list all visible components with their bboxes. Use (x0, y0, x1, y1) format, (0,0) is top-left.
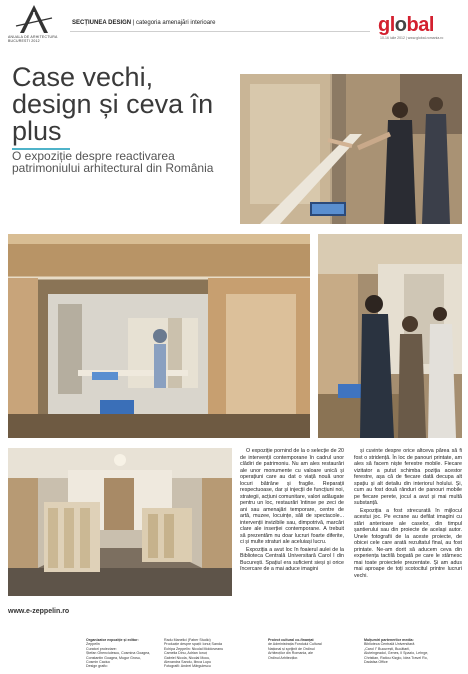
article-subtitle: O expoziție despre reactivarea patrimoniului arhitectural din România (12, 149, 214, 175)
article-paragraph: și cuvinte despre orice altceva părea să fi fost o stridență. În loc de panouri printate, am ales să facem niște ferestre mobile. Fiecare vizitator a putut schimba poziția acestor ferestre, așa că de fiecare dată decupa alt spațiu și alt detaliu din interiorul holului. Și, cum au fost două rânduri de panouri mobile pe fiecare perete, jocul a avut și mai multă substanță. (354, 448, 462, 506)
section-name: SECȚIUNEA DESIGN (72, 20, 132, 26)
article-paragraph: O expoziție pornind de la o selecție de 20 de intervenții contemporane în cadrul unor clădiri de patrimoniu. Nu am ales restaurări ale unor monumente cu valoare unică și operațiuni care au dat o viață nouă unor locuri bătrâne și fragile. Reparații respectuoase, dar și injecții de funcțiuni noi, strategii, acțiuni comunitare, valori adăugate pentru un loc, restaurări întinse pe zeci de ani sau amenajări temporare, centre de artă, muzee, locuințe, săli de spectacole... intervenții invizibile sau, dimpotrivă, marcări clare ale inserției contemporane. A trebuit să prezentăm nu doar lucruri foarte diferite, ci și multe straturi ale aceluiași lucru. (240, 448, 344, 545)
credits-heading: Organizator expoziție și editor: (86, 638, 139, 642)
header-divider (70, 31, 370, 32)
credits-block-3 (268, 638, 352, 660)
photo-visitors-panel (240, 74, 462, 224)
brand-part-1: gl (378, 14, 395, 36)
global-brand-logo (378, 14, 434, 37)
logo-name-text: ANUALA DE ARHITECTURA (8, 35, 58, 39)
credits-body: Biblioteca Centrală Universitară „Carol I" București, Bucătarii, Aluteingeadol, Genes, Il Spazio, Lehrge, Christian, Ratiou Kizgio, Idea Travel Ro, DadaIsa Office (364, 642, 429, 665)
section-category: categoria amenajări interioare (136, 20, 216, 26)
credits-body: Radu Manelici (Faber Studio) Producție despre spații: Ionuț Sanda Echipa Zeppelin: Nicolai Moldoveanu Camelia Dinu, Adrian Ionuț Gabriel Nicola, Nicolai Mocu, Alexandra Sandu, Ilinca Lupu Fotografii: Andrei Mărgulescu (164, 638, 224, 669)
credits-body: de Administrația Fondului Cultural Național și sprijinit de Ordinul Arhitecților din Romania, ale Ordinul Arhitecților. (268, 642, 322, 660)
article-column-2 (354, 448, 462, 580)
article-title: Case vechi, design și ceva în plus (12, 62, 214, 146)
credits-heading: Proiect cultural co-finanțat (268, 638, 314, 642)
brand-part-2: o (394, 14, 407, 36)
credits-heading: Mulțumiri partenerilor media: (364, 638, 414, 642)
website-url: www.e-zeppelin.ro (8, 608, 70, 615)
article-column-1 (240, 448, 344, 574)
photo-exhibition-hall (8, 234, 310, 438)
photo-exhibition-room (8, 448, 232, 596)
credits-block-4 (364, 638, 462, 664)
credits-block-1 (86, 638, 162, 669)
anuala-logo-icon (12, 4, 56, 34)
article-paragraph: Expoziția a fost strecurată în mijlocul acestui joc. Pe ecrane au defilat imagini cu stări anterioare ale caselor, din timpul șantierului sau din proiecte de același autor. Unele fotografii de la aceste proiecte, de obicei cele care arată rezultatul final, au fost printate. Ne-am dorit să aducem ceva din experiența tactilă bogată pe care le stârnesc mai toate proiectele prezentate. Și am adus mai aproape de toți scotocitul printre lucruri vechi. (354, 507, 462, 579)
brand-part-3: bal (406, 14, 434, 36)
section-separator: | (132, 20, 135, 26)
section-label (72, 20, 215, 26)
credits-block-2 (164, 638, 244, 669)
brand-subline: 10-16 iulie 2012 | www.global-romania.ro (380, 36, 444, 40)
logo-name (8, 35, 58, 43)
credits-body: Zeppelin Curatori proiectare: Ștefan Ghenciulescu, Cosmina Goagea, Constantin Goagea, Mugur Grosu, Cosmin Caciuc Design grafic: (86, 642, 151, 669)
article-paragraph: Expoziția a avut loc în foaierul aulei de la Biblioteca Centrală Universitară Carol I din București. Spațiul era suficient sieși și orice încercare de a mai aduce imagini (240, 546, 344, 572)
photo-visitors-corridor (318, 234, 462, 438)
logo-sub-text: BUCURESTI 2012 (8, 39, 40, 43)
